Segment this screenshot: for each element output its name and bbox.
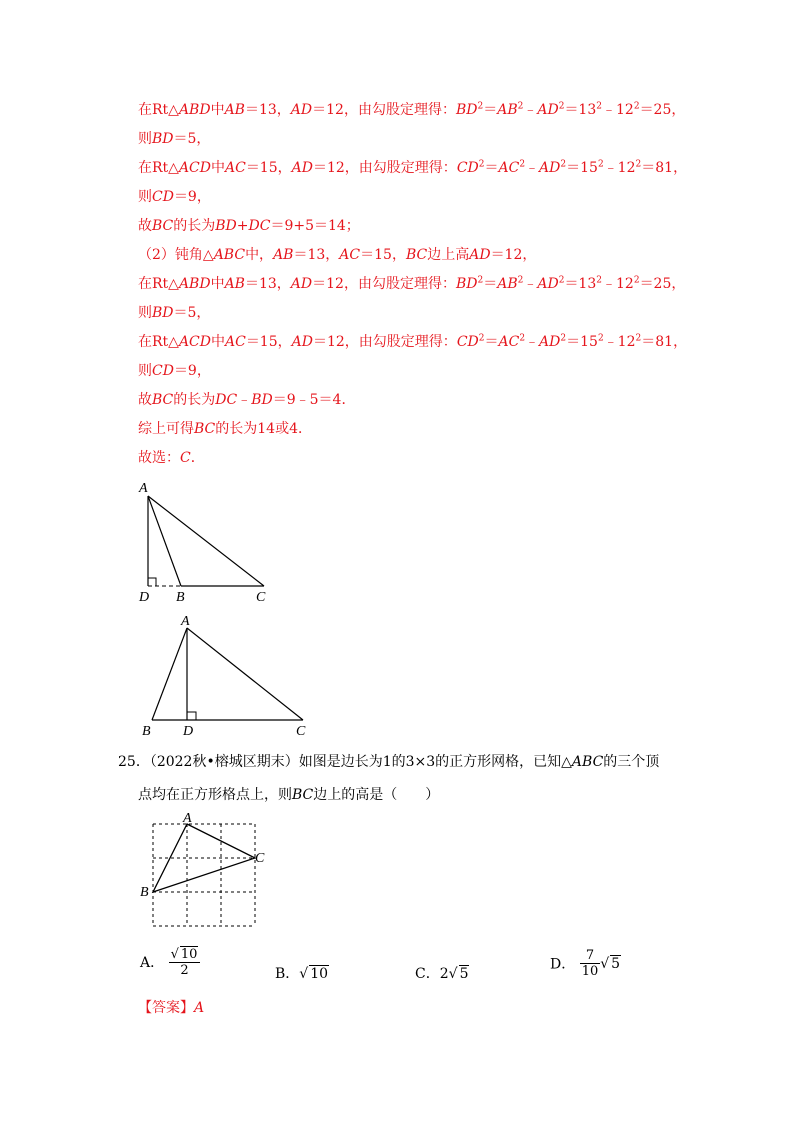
figure-grid-triangle bbox=[135, 810, 275, 930]
segment-ac bbox=[187, 628, 303, 720]
right-angle-mark bbox=[148, 578, 156, 586]
segment-ac bbox=[148, 496, 264, 586]
solution-line-3: 在Rt△ACD中AC＝15，AD＝12，由勾股定理得：$CD^2=AC^2﹣AD^2=15^2﹣12^2=81$， bbox=[138, 159, 688, 176]
option-d-fraction bbox=[580, 948, 601, 979]
label-a: A bbox=[181, 614, 190, 629]
answer bbox=[138, 998, 204, 1018]
option-b-value: √ 10 bbox=[299, 966, 329, 982]
option-a-fraction bbox=[169, 946, 201, 978]
figure-obtuse-triangle bbox=[130, 478, 290, 608]
solution-line-2: 则BD＝5， bbox=[138, 131, 211, 147]
solution-line-8: 则BD＝5， bbox=[138, 305, 211, 321]
solution-line-5: 故BC的长为BD+DC＝9+5＝14； bbox=[138, 218, 360, 234]
solution-line-6: （2）钝角△ABC中，AB＝13，AC＝15，BC边上高AD＝12， bbox=[138, 247, 537, 263]
solution-line-13: 故选：C． bbox=[138, 450, 205, 466]
label-a: A bbox=[139, 481, 148, 496]
label-c: C bbox=[255, 851, 265, 866]
option-c-value: 2√ 5 bbox=[439, 966, 469, 982]
label-c: C bbox=[296, 724, 306, 739]
solution-line-10: 则CD＝9， bbox=[138, 363, 211, 379]
option-a[interactable] bbox=[140, 946, 200, 978]
solution-line-7: 在Rt△ABD中AB＝13，AD＝12，由勾股定理得：$BD^2=AB^2﹣AD^2=13^2﹣12^2=25$， bbox=[138, 275, 686, 292]
question-line-2: 点均在正方形格点上，则BC边上的高是（ ） bbox=[138, 787, 440, 803]
option-d-radical: √ 5 bbox=[600, 956, 621, 972]
label-a: A bbox=[183, 811, 192, 826]
option-c-label: C． bbox=[415, 966, 440, 982]
answer-value: A bbox=[194, 1000, 205, 1016]
solution-line-11: 故BC的长为DC﹣BD＝9﹣5＝4． bbox=[138, 392, 356, 408]
question-line-1: 25．（2022秋•榕城区期末）如图是边长为1的3×3的正方形网格，已知△ABC的三个顶 bbox=[118, 754, 660, 770]
solution-line-1: 在Rt△ABD中AB＝13，AD＝12，由勾股定理得：$BD^2=AB^2﹣AD^2=13^2﹣12^2=25$， bbox=[138, 101, 686, 118]
label-d: D bbox=[183, 724, 194, 739]
option-a-denominator: 2 bbox=[180, 963, 189, 978]
label-b: B bbox=[140, 885, 149, 900]
segment-ab bbox=[152, 628, 187, 720]
right-angle-mark bbox=[187, 712, 196, 720]
label-b: B bbox=[176, 590, 185, 605]
figure-acute-triangle bbox=[135, 610, 325, 740]
option-d-label: D． bbox=[550, 956, 576, 973]
option-c[interactable] bbox=[415, 963, 469, 983]
option-d-numerator: 7 bbox=[580, 948, 601, 964]
label-d: D bbox=[139, 590, 150, 605]
label-b: B bbox=[142, 724, 151, 739]
label-c: C bbox=[256, 590, 266, 605]
solution-line-4: 则CD＝9， bbox=[138, 189, 211, 205]
answer-label: 【答案】 bbox=[138, 1000, 194, 1016]
option-d[interactable] bbox=[550, 948, 621, 979]
option-b[interactable] bbox=[275, 963, 329, 983]
solution-line-9: 在Rt△ACD中AC＝15，AD＝12，由勾股定理得：$CD^2=AC^2﹣AD^2=15^2﹣12^2=81$， bbox=[138, 333, 688, 350]
option-b-label: B． bbox=[275, 966, 300, 982]
solution-line-12: 综上可得BC的长为14或4． bbox=[138, 421, 312, 437]
option-a-numerator: √ 10 bbox=[169, 946, 201, 963]
option-a-label: A． bbox=[140, 955, 165, 971]
option-d-denominator: 10 bbox=[581, 964, 599, 979]
